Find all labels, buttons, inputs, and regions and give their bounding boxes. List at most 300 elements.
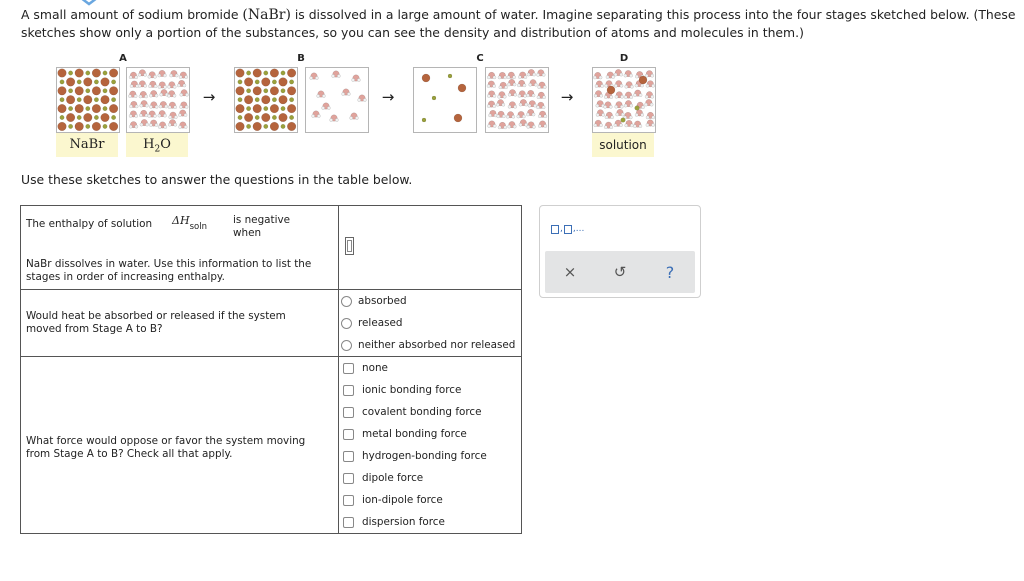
hydrogen-atom (164, 125, 167, 128)
hydrogen-atom (543, 86, 546, 89)
hydrogen-atom (635, 75, 638, 78)
delta-h-soln: $\Delta H_{soln}$ (172, 213, 207, 232)
stage-c-water-sketch (485, 67, 549, 133)
hydrogen-atom (493, 104, 496, 107)
sodium-ion (281, 106, 285, 110)
hydrogen-atom (532, 125, 535, 128)
answer-tools-panel (539, 205, 701, 298)
bromide-ion (84, 95, 93, 104)
hydrogen-atom (508, 93, 511, 96)
hydrogen-atom (183, 84, 186, 87)
hydrogen-atom (158, 85, 161, 88)
stage-d-solution-sketch (592, 67, 656, 133)
hydrogen-atom (144, 73, 147, 76)
sodium-ion (103, 89, 107, 93)
hydrogen-atom (310, 76, 313, 79)
box-icon (551, 225, 559, 234)
hydrogen-atom (155, 123, 158, 126)
hydrogen-atom (639, 124, 642, 127)
hydrogen-atom (604, 95, 607, 98)
bromide-ion (66, 95, 75, 104)
hydrogen-atom (619, 124, 622, 127)
bromide-ion (270, 122, 279, 131)
hydrogen-atom (594, 124, 597, 127)
hydrogen-atom (178, 125, 181, 128)
q2-option-released[interactable]: released (341, 312, 521, 334)
hydrogen-atom (167, 85, 170, 88)
sodium-ion (238, 115, 242, 119)
hydrogen-atom (630, 104, 633, 107)
hydrogen-atom (542, 73, 545, 76)
help-icon[interactable]: ? (665, 262, 675, 282)
q2-text: Would heat be absorbed or released if the system moved from Stage A to B? (26, 310, 286, 335)
stage-b-water-sketch (305, 67, 369, 133)
hydrogen-atom (602, 113, 605, 116)
bromide-ion (287, 122, 296, 131)
q3-option-covalent[interactable]: covalent bonding force (341, 401, 521, 423)
checkbox[interactable] (343, 517, 354, 528)
sodium-ion (255, 80, 259, 84)
sodium-ion (238, 98, 242, 102)
hydrogen-atom (347, 92, 350, 95)
bromide-ion (253, 87, 262, 96)
hydrogen-atom (167, 94, 170, 97)
sodium-ion (448, 74, 452, 78)
hydrogen-atom (504, 126, 507, 129)
sodium-ion (289, 80, 293, 84)
sodium-ion (103, 124, 107, 128)
hydrogen-atom (185, 93, 188, 96)
hydrogen-atom (498, 95, 501, 98)
hydrogen-atom (616, 113, 619, 116)
hydrogen-atom (635, 113, 638, 116)
sodium-ion (432, 96, 436, 100)
hydrogen-atom (487, 124, 490, 127)
hydrogen-atom (599, 76, 602, 79)
q3-option-none[interactable]: none (341, 357, 521, 379)
bromide-ion (458, 84, 466, 92)
sodium-ion (255, 115, 259, 119)
hydrogen-atom (177, 84, 180, 87)
hydrogen-atom (630, 85, 633, 88)
hydrogen-atom (315, 76, 318, 79)
hydrogen-atom (624, 95, 627, 98)
bromide-ion (101, 95, 110, 104)
hydrogen-atom (129, 114, 132, 117)
sodium-ion (77, 115, 81, 119)
hydrogen-atom (179, 105, 182, 108)
arrow-c-d: → (560, 88, 574, 106)
hydrogen-atom (537, 96, 540, 99)
hydrogen-atom (523, 94, 526, 97)
hydrogen-atom (337, 74, 340, 77)
stage-c-label: C (476, 53, 484, 64)
hydrogen-atom (610, 95, 613, 98)
h2o-label: $H_2O$ (126, 133, 188, 157)
hydrogen-atom (646, 116, 649, 119)
q3-option-metal[interactable]: metal bonding force (341, 423, 521, 445)
hydrogen-atom (350, 116, 353, 119)
stage-c-ions-sketch (413, 67, 477, 133)
hydrogen-atom (170, 74, 173, 77)
hydrogen-atom (518, 94, 521, 97)
bromide-ion (66, 78, 75, 87)
hydrogen-atom (322, 106, 325, 109)
hydrogen-atom (645, 95, 648, 98)
hydrogen-atom (625, 124, 628, 127)
hydrogen-atom (609, 105, 612, 108)
hydrogen-atom (625, 85, 628, 88)
hydrogen-atom (487, 76, 490, 79)
sodium-ion (289, 115, 293, 119)
hydrogen-atom (512, 76, 515, 79)
hydrogen-atom (168, 123, 171, 126)
hydrogen-atom (519, 123, 522, 126)
radio-button[interactable] (341, 340, 352, 351)
hydrogen-atom (174, 116, 177, 119)
sodium-ion (68, 89, 72, 93)
intro-text: A small amount of sodium bromide (NaBr) is dissolved in a large amount of water. Imagine separating this process into the four stages sketched below. (These sketches show only a portion of the substances, so you can see the density and distribution of atoms and molecules in them.) (21, 7, 1016, 40)
clear-icon[interactable]: × (563, 263, 577, 281)
hydrogen-atom (620, 105, 623, 108)
hydrogen-atom (352, 78, 355, 81)
sodium-ion (281, 89, 285, 93)
list-format-button[interactable]: , ,... (551, 224, 584, 234)
hydrogen-atom (138, 84, 141, 87)
bromide-ion (92, 87, 101, 96)
bromide-ion (262, 78, 271, 87)
hydrogen-atom (650, 103, 653, 106)
bromide-ion (279, 95, 288, 104)
hydrogen-atom (159, 105, 162, 108)
hydrogen-atom (604, 126, 607, 129)
bromide-ion (253, 104, 262, 113)
hydrogen-atom (542, 106, 545, 109)
hydrogen-atom (327, 106, 330, 109)
checkbox[interactable] (343, 429, 354, 440)
hydrogen-atom (496, 103, 499, 106)
checkbox[interactable] (343, 385, 354, 396)
hydrogen-atom (519, 103, 522, 106)
hydrogen-atom (493, 124, 496, 127)
hydrogen-atom (611, 116, 614, 119)
sodium-ion (103, 106, 107, 110)
hydrogen-atom (148, 85, 151, 88)
hydrogen-atom (149, 94, 152, 97)
hydrogen-atom (532, 113, 535, 116)
bromide-ion (244, 95, 253, 104)
hydrogen-atom (330, 118, 333, 121)
hydrogen-atom (158, 74, 161, 77)
bromide-ion (58, 104, 67, 113)
hydrogen-atom (498, 76, 501, 79)
sodium-ion (77, 80, 81, 84)
hydrogen-atom (651, 95, 654, 98)
sodium-ion (111, 115, 115, 119)
hydrogen-atom (174, 106, 177, 109)
hydrogen-atom (497, 115, 500, 118)
hydrogen-atom (629, 116, 632, 119)
hydrogen-atom (158, 114, 161, 117)
hydrogen-atom (355, 116, 358, 119)
hydrogen-atom (155, 94, 158, 97)
bromide-ion (607, 86, 615, 94)
hydrogen-atom (601, 84, 604, 87)
bromide-ion (75, 104, 84, 113)
hydrogen-atom (148, 75, 151, 78)
hydrogen-atom (633, 124, 636, 127)
box-icon (564, 225, 572, 234)
q3-option-ionic[interactable]: ionic bonding force (341, 379, 521, 401)
hydrogen-atom (180, 93, 183, 96)
hydrogen-atom (523, 84, 526, 87)
hydrogen-atom (135, 105, 138, 108)
hydrogen-atom (317, 114, 320, 117)
q3-option-dispersion[interactable]: dispersion force (341, 511, 521, 533)
sodium-ion (246, 89, 250, 93)
bromide-ion (279, 78, 288, 87)
hydrogen-atom (317, 94, 320, 97)
sodium-ion (86, 124, 90, 128)
hydrogen-atom (646, 123, 649, 126)
sodium-ion (246, 71, 250, 75)
bromide-ion (262, 95, 271, 104)
stage-b-label: B (297, 53, 305, 64)
bromide-ion (75, 87, 84, 96)
hydrogen-atom (178, 113, 181, 116)
hydrogen-atom (612, 75, 615, 78)
hydrogen-atom (538, 86, 541, 89)
hydrogen-atom (158, 125, 161, 128)
hydrogen-atom (169, 116, 172, 119)
q3-option-hydrogen[interactable]: hydrogen-bonding force (341, 445, 521, 467)
hydrogen-atom (529, 83, 532, 86)
bromide-ion (244, 78, 253, 87)
q3-text: What force would oppose or favor the system moving from Stage A to B? Check all that apply. (26, 435, 306, 460)
bromide-ion (639, 76, 647, 84)
hydrogen-atom (154, 85, 157, 88)
order-answer-input[interactable] (345, 237, 354, 255)
sodium-ion (255, 98, 259, 102)
bromide-ion (92, 104, 101, 113)
hydrogen-atom (502, 115, 505, 118)
hydrogen-atom (544, 115, 547, 118)
hydrogen-atom (595, 84, 598, 87)
checkbox[interactable] (343, 473, 354, 484)
bromide-ion (84, 78, 93, 87)
sodium-ion (77, 98, 81, 102)
hydrogen-atom (513, 83, 516, 86)
hydrogen-atom (130, 84, 133, 87)
hydrogen-atom (624, 104, 627, 107)
bromide-ion (101, 78, 110, 87)
hydrogen-atom (312, 114, 315, 117)
hydrogen-atom (185, 105, 188, 108)
hydrogen-atom (140, 123, 143, 126)
hydrogen-atom (363, 98, 366, 101)
hydrogen-atom (135, 114, 138, 117)
hydrogen-atom (593, 76, 596, 79)
stage-d-label: D (619, 53, 629, 64)
hydrogen-atom (525, 103, 528, 106)
bromide-ion (287, 87, 296, 96)
hydrogen-atom (526, 94, 529, 97)
hydrogen-atom (487, 84, 490, 87)
hydrogen-atom (487, 104, 490, 107)
radio-button[interactable] (341, 296, 352, 307)
hydrogen-atom (153, 75, 156, 78)
hydrogen-atom (596, 104, 599, 107)
hydrogen-atom (620, 95, 623, 98)
hydrogen-atom (145, 104, 148, 107)
q2-text-cell (21, 290, 339, 357)
sodium-ion (238, 80, 242, 84)
instructions: Use these sketches to answer the questions in the table below. (21, 172, 413, 187)
sodium-ion (60, 98, 64, 102)
radio-button[interactable] (341, 318, 352, 329)
hydrogen-atom (614, 84, 617, 87)
undo-icon[interactable]: ↺ (613, 263, 627, 281)
hydrogen-atom (139, 114, 142, 117)
hydrogen-atom (630, 124, 633, 127)
hydrogen-atom (517, 84, 520, 87)
hydrogen-atom (149, 123, 152, 126)
hydrogen-atom (175, 74, 178, 77)
bromide-ion (58, 122, 67, 131)
bromide-ion (236, 104, 245, 113)
hydrogen-atom (140, 104, 143, 107)
hydrogen-atom (504, 86, 507, 89)
sodium-ion (272, 80, 276, 84)
hydrogen-atom (493, 94, 496, 97)
stage-b-nabr-sketch (234, 67, 298, 133)
hydrogen-atom (507, 76, 510, 79)
hydrogen-atom (502, 103, 505, 106)
hydrogen-atom (148, 114, 151, 117)
bromide-ion (270, 104, 279, 113)
bromide-ion (422, 74, 430, 82)
hydrogen-atom (335, 118, 338, 121)
hydrogen-atom (487, 94, 490, 97)
hydrogen-atom (160, 93, 163, 96)
hydrogen-atom (518, 75, 521, 78)
hydrogen-atom (135, 125, 138, 128)
hydrogen-atom (610, 126, 613, 129)
bromide-ion (253, 122, 262, 131)
hydrogen-atom (615, 105, 618, 108)
hydrogen-atom (144, 84, 147, 87)
bromide-ion (262, 113, 271, 122)
sodium-ion (94, 115, 98, 119)
hydrogen-atom (514, 105, 517, 108)
hydrogen-atom (652, 116, 655, 119)
hydrogen-atom (533, 104, 536, 107)
hydrogen-atom (499, 86, 502, 89)
sodium-ion (111, 98, 115, 102)
checkbox[interactable] (343, 407, 354, 418)
sodium-ion (86, 106, 90, 110)
checkbox[interactable] (343, 495, 354, 506)
hydrogen-atom (538, 115, 541, 118)
hydrogen-atom (342, 92, 345, 95)
hydrogen-atom (605, 116, 608, 119)
sodium-ion (94, 98, 98, 102)
hydrogen-atom (139, 95, 142, 98)
hydrogen-atom (605, 84, 608, 87)
hydrogen-atom (508, 105, 511, 108)
arrow-a-b: → (202, 88, 216, 106)
hydrogen-atom (629, 74, 632, 77)
q3-option-ion-dipole[interactable]: ion-dipole force (341, 489, 521, 511)
hydrogen-atom (358, 98, 361, 101)
sodium-ion (60, 80, 64, 84)
hydrogen-atom (536, 106, 539, 109)
question-table (20, 205, 522, 534)
checkbox[interactable] (343, 451, 354, 462)
bromide-ion (92, 122, 101, 131)
hydrogen-atom (165, 105, 168, 108)
sodium-ion (272, 115, 276, 119)
hydrogen-atom (542, 96, 545, 99)
hydrogen-atom (153, 114, 156, 117)
sodium-ion (246, 124, 250, 128)
bromide-ion (101, 113, 110, 122)
hydrogen-atom (651, 123, 654, 126)
hydrogen-atom (506, 115, 509, 118)
bromide-ion (109, 87, 118, 96)
hydrogen-atom (508, 125, 511, 128)
hydrogen-atom (604, 105, 607, 108)
q3-option-dipole[interactable]: dipole force (341, 467, 521, 489)
q2-option-absorbed[interactable]: absorbed (341, 290, 521, 312)
bromide-ion (92, 69, 101, 78)
hydrogen-atom (606, 75, 609, 78)
hydrogen-atom (332, 74, 335, 77)
q1-text: NaBr dissolves in water. Use this information to list the stages in order of increasing enthalpy. (26, 257, 312, 283)
bromide-ion (236, 87, 245, 96)
sodium-ion (68, 71, 72, 75)
hydrogen-atom (522, 115, 525, 118)
hydrogen-atom (507, 83, 510, 86)
hydrogen-atom (168, 106, 171, 109)
hydrogen-atom (179, 75, 182, 78)
bromide-ion (236, 122, 245, 131)
hydrogen-atom (524, 75, 527, 78)
hydrogen-atom (184, 113, 187, 116)
hydrogen-atom (163, 74, 166, 77)
bromide-ion (253, 69, 262, 78)
arrow-b-c: → (381, 88, 395, 106)
bromide-ion (109, 122, 118, 131)
sodium-ion (264, 89, 268, 93)
q3-text-cell (21, 357, 339, 534)
checkbox[interactable] (343, 363, 354, 374)
hydrogen-atom (641, 106, 644, 109)
hydrogen-atom (129, 125, 132, 128)
bromide-ion (279, 113, 288, 122)
hydrogen-atom (641, 113, 644, 116)
hydrogen-atom (514, 93, 517, 96)
q2-option-neither[interactable]: neither absorbed nor released (341, 334, 521, 356)
bromide-ion (84, 113, 93, 122)
hydrogen-atom (615, 95, 618, 98)
sodium-ion (635, 106, 640, 111)
hydrogen-atom (173, 94, 176, 97)
hydrogen-atom (528, 104, 531, 107)
bromide-ion (75, 69, 84, 78)
bromide-ion (270, 87, 279, 96)
hydrogen-atom (644, 103, 647, 106)
